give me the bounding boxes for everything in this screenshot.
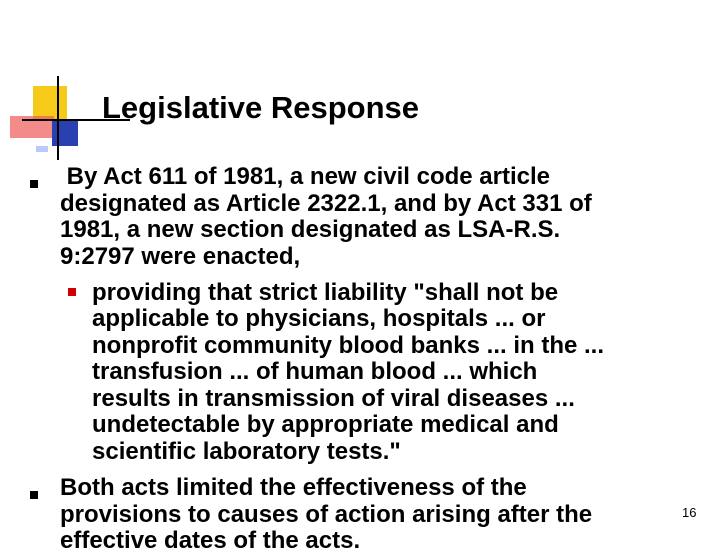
bullet-1-line: 9:2797 were enacted,: [60, 243, 301, 270]
title-decoration-graphic: [0, 0, 130, 160]
bullet-2-line: effective dates of the acts.: [60, 527, 361, 554]
bullet-2-line: provisions to causes of action arising after the: [60, 501, 593, 528]
sub-bullet-marker: [68, 288, 76, 296]
sub-bullet-line: results in transmission of viral diseases ...: [92, 385, 575, 412]
sub-bullet-line: applicable to physicians, hospitals ... or: [92, 305, 546, 332]
bullet-1-line: By Act 611 of 1981, a new civil code article: [60, 163, 551, 190]
sub-bullet-line: nonprofit community blood banks ... in the ...: [92, 332, 604, 359]
bullet-1-line: 1981, a new section designated as LSA-R.S.: [60, 216, 561, 243]
page-number: 16: [682, 505, 697, 520]
bullet-marker: [30, 180, 38, 188]
bullet-1-line: designated as Article 2322.1, and by Act 331 of: [60, 190, 592, 217]
sub-bullet-line: scientific laboratory tests.": [92, 438, 401, 465]
sub-bullet-line: providing that strict liability "shall not be: [92, 279, 559, 306]
sub-bullet-line: undetectable by appropriate medical and: [92, 411, 559, 438]
bullet-marker: [30, 491, 38, 499]
slide-title: Legislative Response: [102, 90, 420, 125]
bullet-2-line: Both acts limited the effectiveness of the: [60, 474, 527, 501]
sub-bullet-line: transfusion ... of human blood ... which: [92, 358, 538, 385]
